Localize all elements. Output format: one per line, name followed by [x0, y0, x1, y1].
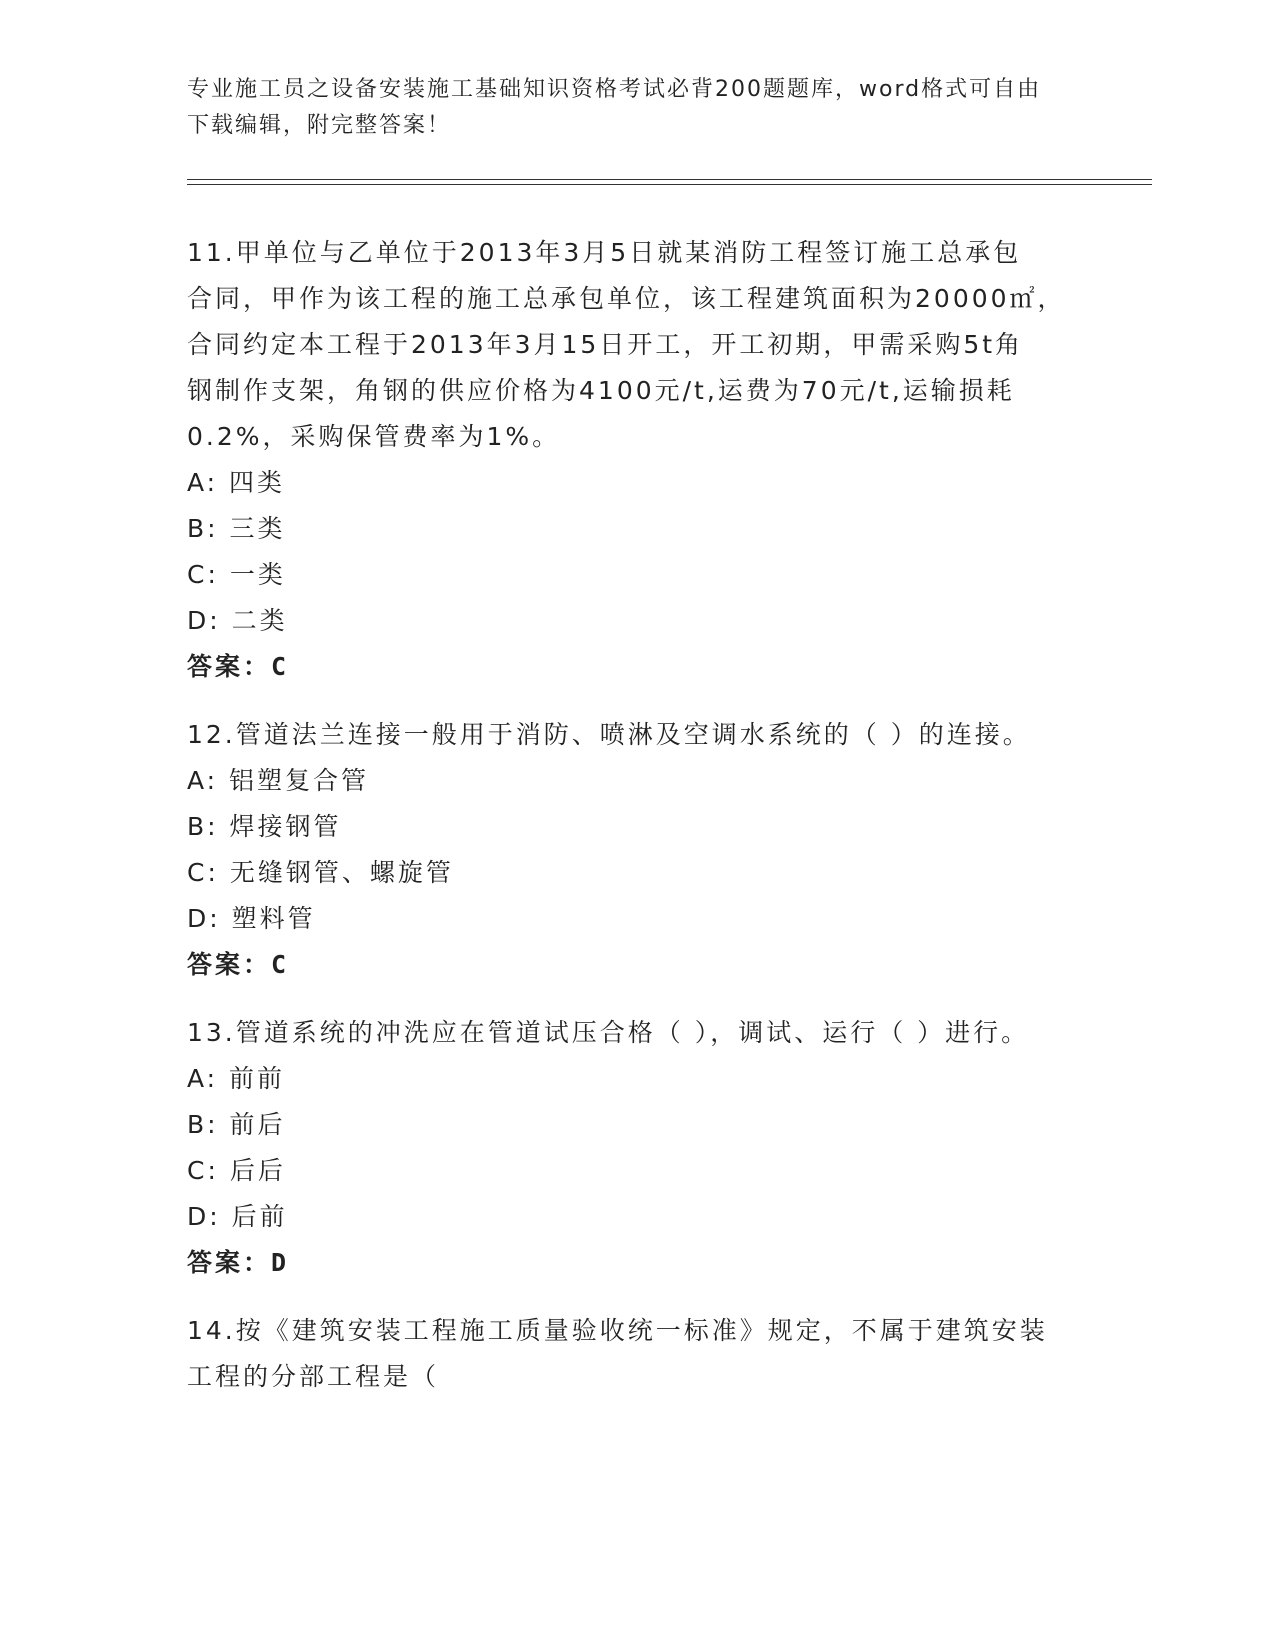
question-stem	[187, 1308, 1087, 1400]
question-list	[187, 230, 1087, 1422]
option-d: D: 后前	[187, 1202, 288, 1231]
answer	[187, 942, 1087, 988]
option-c: C: 后后	[187, 1156, 286, 1185]
stem-line: 14.按《建筑安装工程施工质量验收统一标准》规定，不属于建筑安装	[187, 1316, 1048, 1345]
answer-value: D	[271, 1248, 290, 1277]
header-divider-bottom	[187, 184, 1152, 185]
question-stem	[187, 230, 1087, 460]
header-line-1: 专业施工员之设备安装施工基础知识资格考试必背200题题库，word格式可自由	[187, 77, 1042, 102]
option-b: B: 三类	[187, 514, 286, 543]
option-a: A: 铝塑复合管	[187, 766, 370, 795]
header-line-2: 下载编辑，附完整答案！	[187, 113, 452, 138]
answer-label: 答案：	[187, 950, 272, 979]
question-14	[187, 1308, 1087, 1400]
option-b: B: 前后	[187, 1110, 286, 1139]
question-stem	[187, 712, 1087, 758]
question-11	[187, 230, 1087, 690]
option-b: B: 焊接钢管	[187, 812, 342, 841]
answer-value: C	[271, 950, 290, 979]
answer	[187, 1240, 1087, 1286]
question-13	[187, 1010, 1087, 1286]
stem-line: 0.2%，采购保管费率为1%。	[187, 422, 561, 451]
stem-line: 合同，甲作为该工程的施工总承包单位，该工程建筑面积为20000㎡，	[187, 284, 1066, 313]
answer	[187, 644, 1087, 690]
answer-label: 答案：	[187, 1248, 272, 1277]
document-header	[187, 72, 1067, 144]
option-c: C: 无缝钢管、螺旋管	[187, 858, 454, 887]
stem-line: 钢制作支架，角钢的供应价格为4100元/t,运费为70元/t,运输损耗	[187, 376, 1015, 405]
answer-value: C	[271, 652, 290, 681]
stem-line: 12.管道法兰连接一般用于消防、喷淋及空调水系统的（ ）的连接。	[187, 720, 1031, 749]
option-d: D: 塑料管	[187, 904, 316, 933]
option-a: A: 四类	[187, 468, 286, 497]
option-a: A: 前前	[187, 1064, 286, 1093]
stem-line: 合同约定本工程于2013年3月15日开工，开工初期，甲需采购5t角	[187, 330, 1024, 359]
question-12	[187, 712, 1087, 988]
stem-line: 13.管道系统的冲洗应在管道试压合格（ ），调试、运行（ ）进行。	[187, 1018, 1030, 1047]
option-c: C: 一类	[187, 560, 286, 589]
stem-line: 11.甲单位与乙单位于2013年3月5日就某消防工程签订施工总承包	[187, 238, 1022, 267]
header-divider-top	[187, 179, 1152, 180]
question-stem	[187, 1010, 1087, 1056]
answer-label: 答案：	[187, 652, 272, 681]
option-d: D: 二类	[187, 606, 288, 635]
stem-line: 工程的分部工程是（	[187, 1362, 440, 1391]
